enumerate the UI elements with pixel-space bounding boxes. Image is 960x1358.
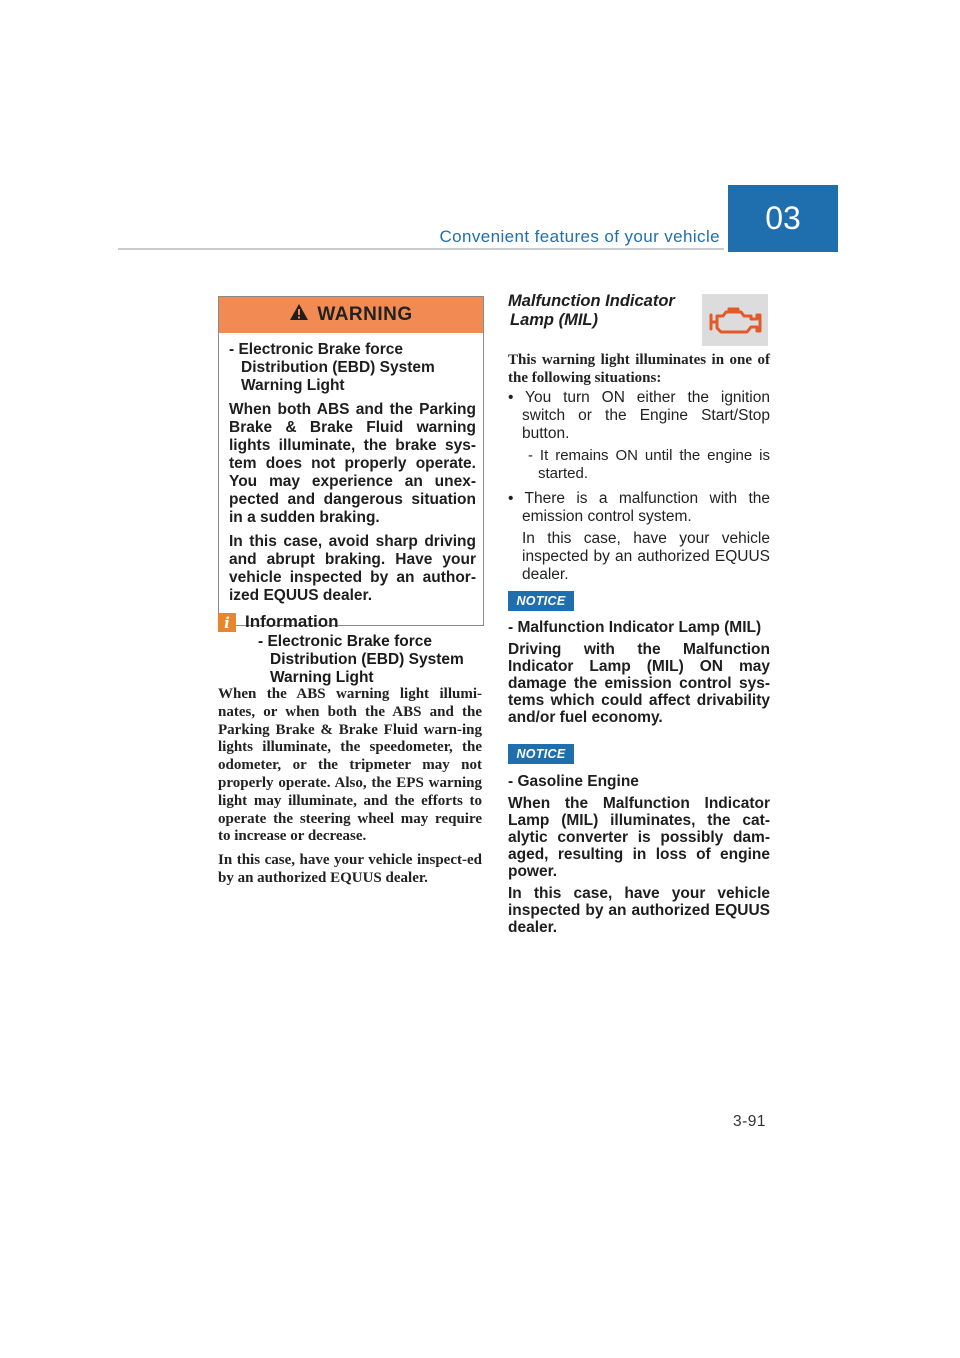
- notice-paragraph: When the Malfunction Indicator Lamp (MIL) illuminates, the cat-alytic converter is possibly dam-aged, resulting in loss of engine power.: [508, 795, 770, 880]
- warning-paragraph: In this case, avoid sharp driving and abrupt braking. Have your vehicle inspected by an author-ized EQUUS dealer.: [229, 533, 476, 604]
- list-item: • You turn ON either the ignition switch or the Engine Start/Stop button.: [508, 389, 770, 442]
- list-subitem: - It remains ON until the engine is started.: [528, 447, 770, 482]
- chapter-number-badge: 03: [728, 185, 838, 252]
- notice-heading: - Malfunction Indicator Lamp (MIL): [508, 619, 762, 636]
- notice-body: [508, 619, 770, 731]
- mil-bullet-list: [508, 389, 770, 588]
- warning-triangle-icon: [289, 303, 309, 327]
- information-body: [218, 686, 482, 894]
- warning-body: [219, 333, 483, 625]
- information-paragraph: When the ABS warning light illumi-nates, or when both the ABS and the Parking Brake & Brake Fluid warn-ing lights illuminate, the speedometer, the odometer, or the tripmeter may not properly operate. Also, the EPS warning light may illuminate, and the efforts to operate the steering wheel may require to increase or decrease.: [218, 686, 482, 845]
- notice-body: [508, 773, 770, 941]
- notice-paragraph: Driving with the Malfunction Indicator Lamp (MIL) ON may damage the emission control sys-tems which could affect drivability and/or fuel economy.: [508, 641, 770, 726]
- section-title: Convenient features of your vehicle: [439, 227, 720, 246]
- mil-title-line2: Lamp (MIL): [510, 311, 598, 329]
- notice-heading: - Gasoline Engine: [508, 773, 639, 790]
- list-item: • There is a malfunction with the emission control system.: [508, 490, 770, 525]
- list-item-continuation: In this case, have your vehicle inspected by an authorized EQUUS dealer.: [522, 530, 770, 583]
- notice-badge: NOTICE: [508, 591, 574, 611]
- notice-paragraph: In this case, have your vehicle inspected by an authorized EQUUS dealer.: [508, 885, 770, 936]
- warning-box: [218, 296, 484, 626]
- mil-intro: This warning light illuminates in one of the following situations:: [508, 352, 770, 386]
- mil-section-title: [508, 292, 675, 330]
- warning-header: [219, 297, 483, 333]
- information-icon: i: [218, 613, 236, 632]
- information-subtitle: - Electronic Brake force Distribution (EBD) System Warning Light: [258, 633, 464, 686]
- warning-heading: - Electronic Brake force Distribution (EBD) System Warning Light: [229, 341, 435, 394]
- notice-badge: NOTICE: [508, 744, 574, 764]
- information-title: Information: [245, 612, 339, 631]
- header-divider: [118, 248, 724, 250]
- warning-paragraph: When both ABS and the Parking Brake & Brake Fluid warning lights illuminate, the brake sys-tem does not properly operate. You may experience an unex-pected and dangerous situation in a sudden braking.: [229, 401, 476, 526]
- information-paragraph: In this case, have your vehicle inspect-ed by an authorized EQUUS dealer.: [218, 852, 482, 886]
- check-engine-icon: [702, 294, 768, 346]
- page-number: 3-91: [733, 1113, 767, 1130]
- warning-label: WARNING: [317, 304, 413, 325]
- mil-title-line1: Malfunction Indicator: [508, 292, 675, 310]
